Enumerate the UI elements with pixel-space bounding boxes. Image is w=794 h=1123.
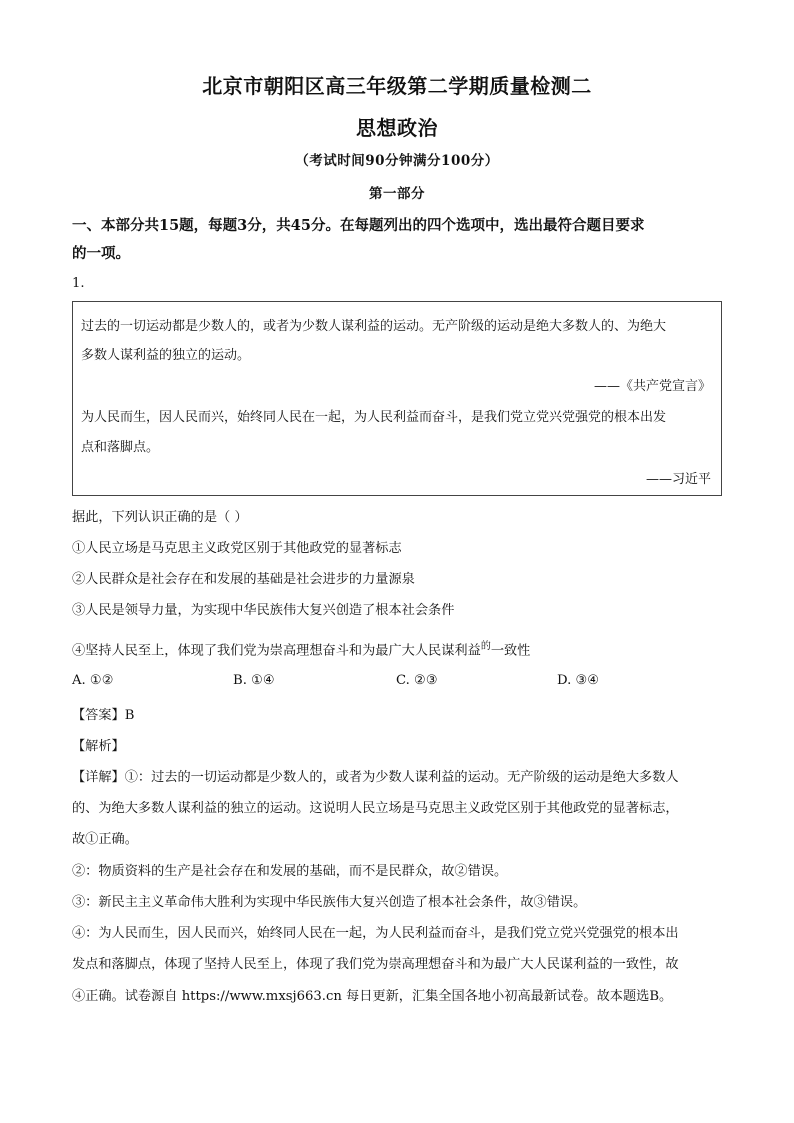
detail-line: 发点和落脚点，体现了坚持人民至上，体现了我们党为崇高理想奋斗和为最广大人民谋利益的一致性，故	[72, 957, 679, 972]
quote2-line2: 点和落脚点。	[81, 440, 160, 455]
detail-line: ④：为人民而生，因人民而兴，始终同人民在一起，为人民利益而奋斗，是我们党立党兴党强党的根本出	[72, 926, 679, 941]
quote1-line2: 多数人谋利益的独立的运动。	[81, 348, 251, 363]
statement-1: ①人民立场是马克思主义政党区别于其他政党的显著标志	[72, 541, 402, 556]
option-b: B. ①④	[233, 673, 275, 688]
detail-line: 【详解】①：过去的一切运动都是少数人的，或者为少数人谋利益的运动。无产阶级的运动是绝大多数人	[72, 770, 679, 785]
exam-title: 北京市朝阳区高三年级第二学期质量检测二	[202, 74, 592, 98]
subject-title: 思想政治	[356, 116, 438, 140]
section-instruction-line1: 一、本部分共15题，每题3分，共45分。在每题列出的四个选项中，选出最符合题目要求	[72, 217, 645, 234]
section-instruction-line2: 的一项。	[72, 245, 130, 262]
statement-3: ③人民是领导力量，为实现中华民族伟大复兴创造了根本社会条件	[72, 603, 455, 618]
detail-line: ④正确。试卷源自 https://www.mxsj663.cn 每日更新，汇集全国各地小初高最新试卷。故本题选B。	[72, 989, 673, 1004]
question-stem: 据此，下列认识正确的是（ ）	[72, 510, 248, 525]
part-heading: 第一部分	[369, 186, 425, 202]
quote2-source: ——习近平	[645, 472, 711, 487]
option-d: D. ③④	[557, 673, 600, 688]
quote2-line1: 为人民而生，因人民而兴，始终同人民在一起，为人民利益而奋斗，是我们党立党兴党强党的根本出发	[81, 410, 667, 425]
answer: 【答案】B	[72, 708, 135, 723]
statement-4-main: ④坚持人民至上，体现了我们党为崇高理想奋斗和为最广大人民谋利益	[72, 643, 481, 659]
detail-line: ②：物质资料的生产是社会存在和发展的基础，而不是民群众，故②错误。	[72, 864, 508, 879]
statement-2: ②人民群众是社会存在和发展的基础是社会进步的力量源泉	[72, 572, 415, 587]
option-a: A. ①②	[72, 673, 114, 688]
option-c: C. ②③	[396, 673, 438, 688]
question-number: 1.	[72, 276, 85, 291]
statement-4-superscript: 的	[480, 641, 491, 652]
statement-4-tail: 一致性	[490, 643, 531, 659]
detail-line: 的、为绝大多数人谋利益的独立的运动。这说明人民立场是马克思主义政党区别于其他政党的显著标志，	[72, 801, 679, 816]
statement-4	[72, 637, 724, 658]
analysis-label: 【解析】	[72, 739, 125, 754]
detail-line: ③：新民主主义革命伟大胜利为实现中华民族伟大复兴创造了根本社会条件，故③错误。	[72, 895, 587, 910]
detail-line: 故①正确。	[72, 832, 138, 847]
exam-info: （考试时间90分钟满分100分）	[295, 153, 499, 169]
material-box	[72, 301, 722, 496]
quote1-source: ——《共产党宣言》	[593, 379, 711, 394]
quote1-line1: 过去的一切运动都是少数人的，或者为少数人谋利益的运动。无产阶级的运动是绝大多数人的、为绝大	[81, 319, 667, 334]
